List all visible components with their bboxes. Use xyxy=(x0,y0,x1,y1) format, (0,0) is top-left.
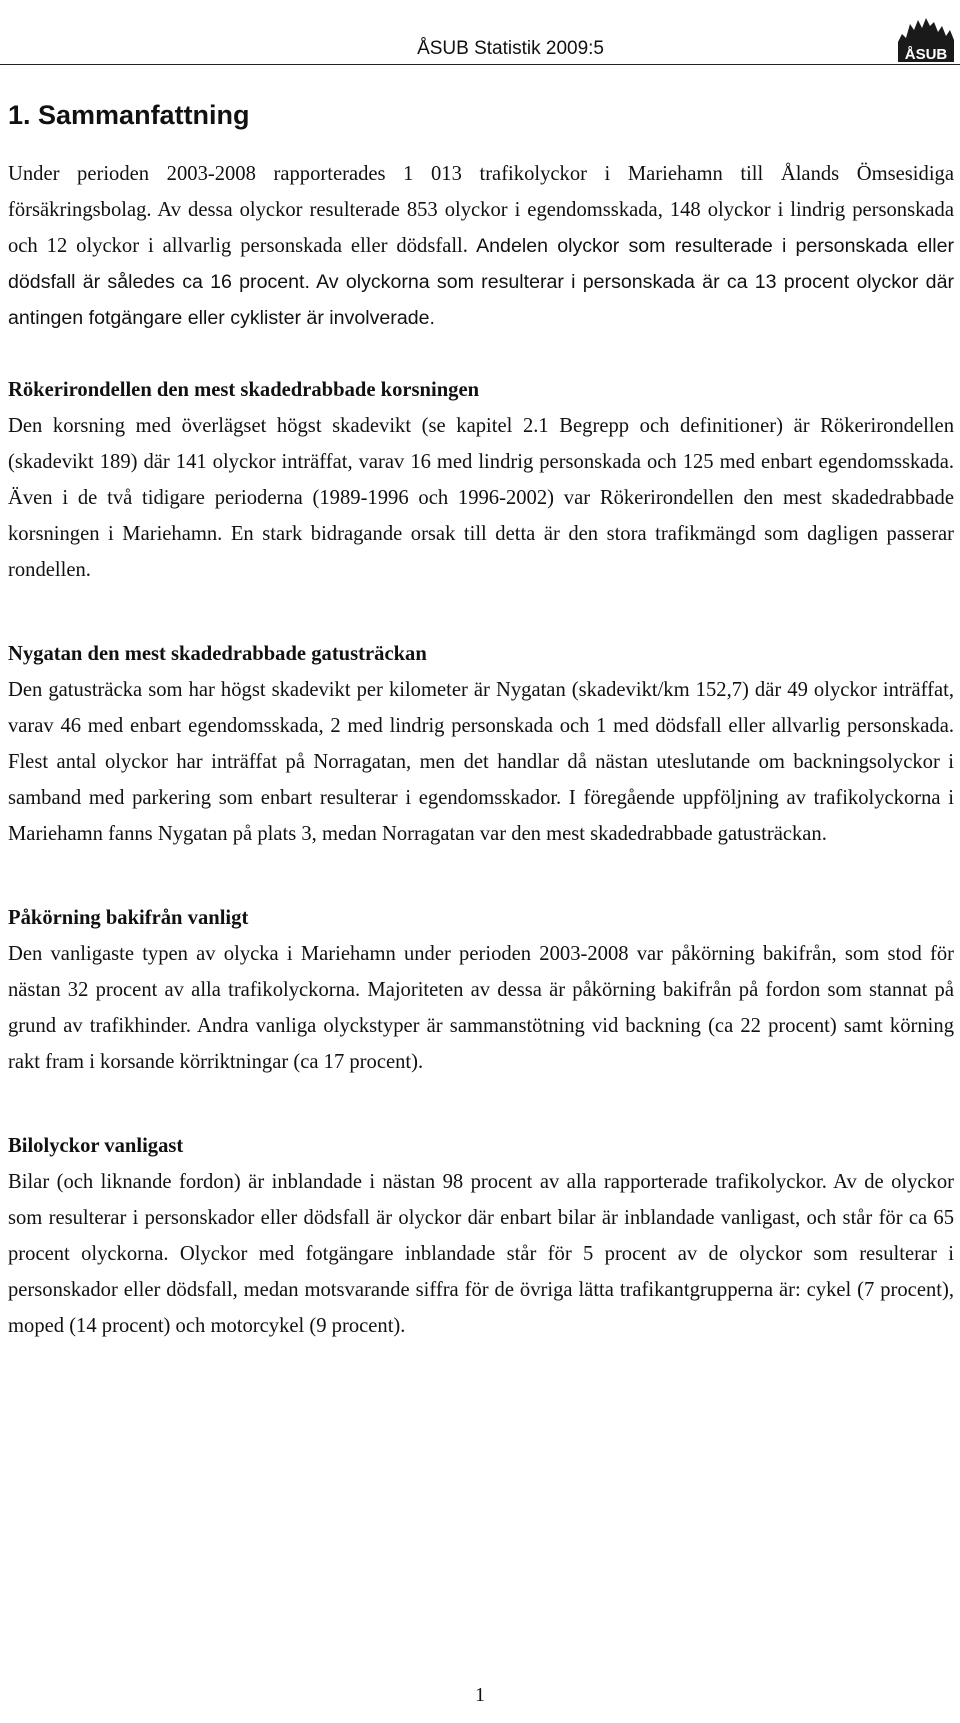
intro-text-serif: Under perioden 2003-2008 rapporterades 1 013 trafikolyckor i Mariehamn till Ålands Ömsesidiga försäkringsbolag. Av dessa olyckor resulterade 853 olyckor i egendomsskada, 148 olyckor i lindrig personskada och 12 olyckor i allvarlig personskada eller dödsfall. xyxy=(8,163,954,257)
asub-logo xyxy=(896,14,956,62)
intro-text-sans: Andelen olyckor som resulterade i personskada eller dödsfall är således ca 16 procent. Av olyckorna som resulterar i personskada är ca 13 procent olyckor där antingen fotgängare eller cyklister är involverade. xyxy=(8,235,954,329)
section-title-rokerirondellen: Rökerirondellen den mest skadedrabbade korsningen xyxy=(8,379,480,401)
section-title-bilolyckor: Bilolyckor vanligast xyxy=(8,1135,184,1157)
logo-text: ÅSUB xyxy=(904,46,948,62)
header-rule xyxy=(0,64,960,65)
section-text-bilolyckor: Bilar (och liknande fordon) är inblandade i nästan 98 procent av alla rapporterade trafikolyckor. Av de olyckor som resulterar i personskador eller dödsfall är olyckor där enbart bilar är inblandade vanligast, och står för ca 65 procent olyckorna. Olyckor med fotgängare inblandade står för 5 procent av de olyckor som resulterar i personskador eller dödsfall, medan motsvarande siffra för de övriga lätta trafikantgrupperna är: cykel (7 procent), moped (14 procent) och motorcykel (9 procent). xyxy=(8,1171,954,1337)
section-text-rokerirondellen: Den korsning med överlägset högst skadevikt (se kapitel 2.1 Begrepp och definitioner) är Rökerirondellen (skadevikt 189) där 141 olyckor inträffat, varav 16 med lindrig personskada och 125 med enbart egendomsskada. Även i de två tidigare perioderna (1989-1996 och 1996-2002) var Rökerirondellen den mest skadedrabbade korsningen i Mariehamn. En stark bidragande orsak till detta är den stora trafikmängd som dagligen passerar rondellen. xyxy=(8,415,954,581)
section-heading: 1. Sammanfattning xyxy=(8,100,250,130)
summary-content xyxy=(8,156,954,1344)
intro-paragraph xyxy=(8,156,954,336)
page-number: 1 xyxy=(475,1684,485,1706)
header-title: ÅSUB Statistik 2009:5 xyxy=(417,38,604,59)
section-title-nygatan: Nygatan den mest skadedrabbade gatusträckan xyxy=(8,643,427,665)
section-text-nygatan: Den gatusträcka som har högst skadevikt per kilometer är Nygatan (skadevikt/km 152,7) där 49 olyckor inträffat, varav 46 med enbart egendomsskada, 2 med lindrig personskada och 1 med dödsfall eller allvarlig personskada. Flest antal olyckor har inträffat på Norragatan, men det handlar då nästan uteslutande om backningsolyckor i samband med parkering som enbart resulterar i egendomsskador. I föregående uppföljning av trafikolyckorna i Mariehamn fanns Nygatan på plats 3, medan Norragatan var den mest skadedrabbade gatusträckan. xyxy=(8,679,954,845)
section-title-pakorning: Påkörning bakifrån vanligt xyxy=(8,907,249,929)
page-header xyxy=(0,0,960,70)
section-text-pakorning: Den vanligaste typen av olycka i Mariehamn under perioden 2003-2008 var påkörning bakifrån, som stod för nästan 32 procent av alla trafikolyckorna. Majoriteten av dessa är påkörning bakifrån på fordon som stannat på grund av trafikhinder. Andra vanliga olyckstyper är sammanstötning vid backning (ca 22 procent) samt körning rakt fram i korsande körriktningar (ca 17 procent). xyxy=(8,943,954,1073)
